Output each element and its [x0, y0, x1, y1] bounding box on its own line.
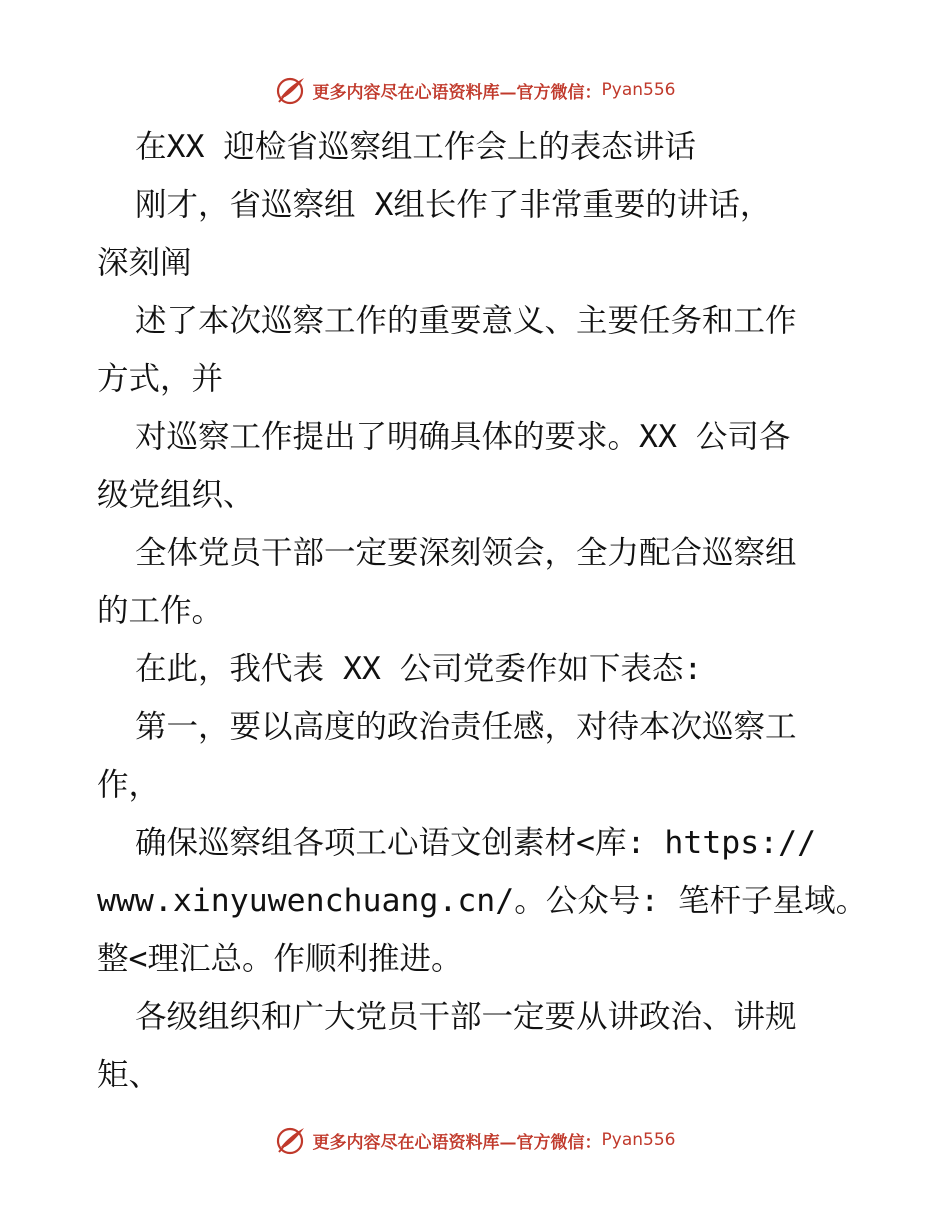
watermark-account: Pyan556	[601, 80, 676, 100]
text-line: 方式，并	[97, 361, 224, 397]
document-title: 在XX 迎检省巡察组工作会上的表态讲话	[135, 129, 696, 165]
text-line: 矩、	[97, 1057, 161, 1093]
text-line: www.xinyuwenchuang.cn/。公众号: 笔杆子星域。	[97, 883, 868, 919]
text-line: 深刻阐	[97, 245, 192, 281]
document-body	[97, 118, 868, 1104]
text-line: 作，	[97, 767, 161, 803]
text-line: 刚才，省巡察组 X组长作了非常重要的讲话，	[135, 187, 772, 223]
feather-pen-icon	[275, 75, 307, 105]
footer-watermark-banner	[0, 1125, 950, 1155]
text-line: 的工作。	[97, 593, 224, 629]
text-line: 述了本次巡察工作的重要意义、主要任务和工作	[135, 303, 797, 339]
text-line: 在此，我代表 XX 公司党委作如下表态:	[135, 651, 703, 687]
text-line: 级党组织、	[97, 477, 255, 513]
text-line: 全体党员干部一定要深刻领会，全力配合巡察组	[135, 535, 797, 571]
text-line: 整<理汇总。作顺利推进。	[97, 941, 463, 977]
feather-pen-icon	[275, 1125, 307, 1155]
watermark-account: Pyan556	[601, 1130, 676, 1150]
watermark-text: 更多内容尽在心语资料库—官方微信：	[312, 82, 602, 103]
text-line: 确保巡察组各项工心语文创素材<库: https://	[135, 825, 817, 861]
text-line: 各级组织和广大党员干部一定要从讲政治、讲规	[135, 999, 797, 1035]
header-watermark-banner	[0, 75, 950, 105]
watermark-text: 更多内容尽在心语资料库—官方微信：	[312, 1132, 602, 1153]
text-line: 对巡察工作提出了明确具体的要求。XX 公司各	[135, 419, 791, 455]
text-line: 第一，要以高度的政治责任感，对待本次巡察工	[135, 709, 797, 745]
